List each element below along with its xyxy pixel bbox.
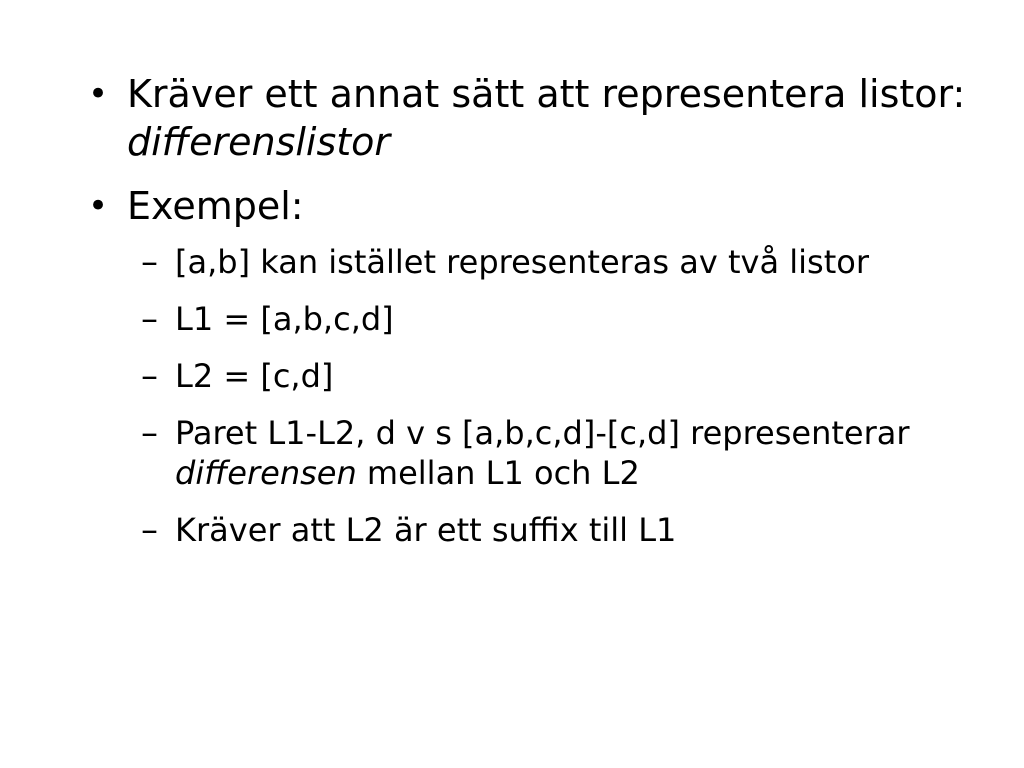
sub-bullet-list (127, 242, 988, 550)
sub-bullet-marker: – (141, 413, 158, 453)
sub-bullet-text: L1 = [a,b,c,d] (175, 300, 394, 338)
bullet-item-requirement (88, 70, 988, 166)
sub-bullet-item (131, 413, 988, 493)
bullet-text: Kräver ett annat sätt att representera listor: (127, 72, 966, 116)
sub-bullet-marker: – (141, 356, 158, 396)
bullet-text: Exempel: (127, 184, 304, 228)
bullet-text-emphasis: differenslistor (127, 120, 391, 164)
bullet-marker: • (88, 74, 109, 114)
sub-bullet-text: L2 = [c,d] (175, 357, 334, 395)
bullet-marker: • (88, 186, 109, 226)
sub-bullet-text-tail: mellan L1 och L2 (356, 454, 640, 492)
bullet-item-example (88, 182, 988, 550)
sub-bullet-text: [a,b] kan istället representeras av två listor (175, 243, 869, 281)
sub-bullet-item (131, 242, 988, 282)
sub-bullet-text: Kräver att L2 är ett suffix till L1 (175, 511, 677, 549)
sub-bullet-text-emphasis: differensen (175, 454, 357, 492)
sub-bullet-item (131, 299, 988, 339)
sub-bullet-marker: – (141, 299, 158, 339)
sub-bullet-item (131, 356, 988, 396)
sub-bullet-item (131, 510, 988, 550)
bullet-list (88, 70, 988, 567)
sub-bullet-marker: – (141, 510, 158, 550)
sub-bullet-text: Paret L1-L2, d v s [a,b,c,d]-[c,d] representerar (175, 414, 910, 452)
sub-bullet-marker: – (141, 242, 158, 282)
